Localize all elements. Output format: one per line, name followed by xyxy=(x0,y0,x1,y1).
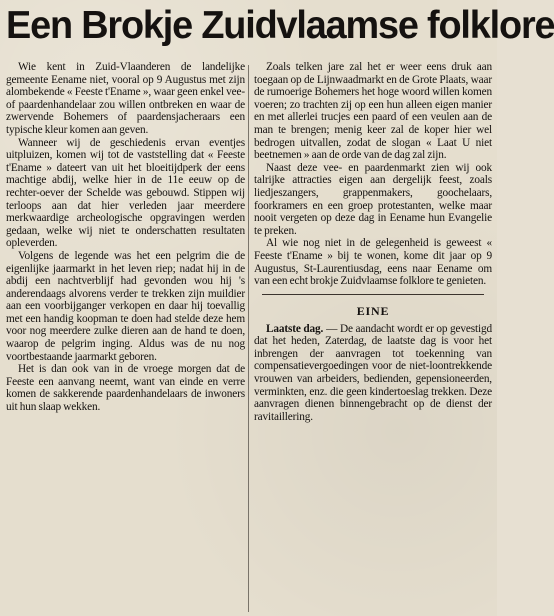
article-paragraph-5: Zoals telken jare zal het er weer eens druk aan toegaan op de Lijnwaadmarkt en de Grote Plaats, waar de rumoerige Bohemers het hoge woord willen komen voeren; zo trachten zij op een hun alleen eigen manier en met allerlei trucjes een paard of een veulen aan de man te brengen; menig keer zal de koper hier wel bedrogen uitvallen, zodat de slogan « Laat U niet beetnemen » aan de orde van de dag zal zijn. xyxy=(254,61,492,162)
right-column xyxy=(254,61,492,616)
notice-lead: Laatste dag. xyxy=(266,322,324,335)
article-paragraph-1: Wie kent in Zuid-Vlaanderen de landelijke gemeente Eename niet, vooral op 9 Augustus met zijn alombekende « Feeste t'Ename », waar geen enkel vee- of paardenhandelaar zou willen ontbreken en waar de zwervende Bohemers of paardensjacheraars een typische kleur komen aan geven. xyxy=(6,61,245,136)
notice-body xyxy=(254,323,492,424)
article-paragraph-3: Volgens de legende was het een pelgrim die de eigenlijke jaarmarkt in het leven riep; nadat hij in de abdij een nachtverblijf had gevonden wou hij 's anderendaags alvorens verder te trekken zijn muildier aan een voorbijganger verkopen en daar hij toevallig met een handig koopman te doen had stelde deze hem voor nog meerdere zulke dieren aan de hand te doen, waarop de pelgrim inging. Aldus was de nu nog voortbestaande jaarmarkt geboren. xyxy=(6,249,245,363)
notice-heading: EINE xyxy=(356,303,390,318)
article-paragraph-2: Wanneer wij de geschiedenis ervan eventjes uitpluizen, komen wij tot de vaststelling dat « Feeste t'Ename » dateert van uit het bloeitijdperk der eens machtige abdij, welke hier in de 11e eeuw op de rechter-oever der Schelde was gebouwd. Stippen wij terloops aan dat hier verleden jaar meerdere merkwaardige archeologische opgravingen werden gedaan, welke wij niet te onderschatten resultaten opleverden. xyxy=(6,136,245,250)
article-paragraph-7: Al wie nog niet in de gelegenheid is geweest « Feeste t'Ename » bij te wonen, kome dit jaar op 9 Augustus, St-Laurentiusdag, eens naar Eename om van een echt brokje Zuidvlaamse folklore te genieten. xyxy=(254,237,492,288)
article-columns xyxy=(0,61,497,616)
section-separator xyxy=(262,294,484,295)
column-divider xyxy=(248,65,249,612)
article-paragraph-4: Het is dan ook van in de vroege morgen dat de Feeste een aanvang neemt, want van einde en verre komen de sakkerende paardenhandelaars de inwoners uit hun slaap wekken. xyxy=(6,363,245,414)
article-headline: Een Brokje Zuidvlaamse folklore xyxy=(6,4,554,47)
notice-text: — De aandacht wordt er op gevestigd dat het heden, Zaterdag, de laatste dag is voor het inbrengen der aanvragen tot toekenning van compensatievergoedingen voor de niet-loontrekkende vrouwen van arbeiders, bedienden, gepensioneerden, verminkten, enz. die geen kindertoeslag trekken. Deze aanvragen dienen binnengebracht op de dienst der ravitaillering. xyxy=(254,322,492,423)
left-column xyxy=(6,61,245,616)
article-paragraph-6: Naast deze vee- en paardenmarkt zien wij ook talrijke attracties eigen aan dergelijk feest, zoals liedjeszangers, grappenmakers, goochelaars, foorkramers en een groep protestanten, welke maar nooit vergeten op deze dag in Eename hun Evangelie te preken. xyxy=(254,161,492,237)
